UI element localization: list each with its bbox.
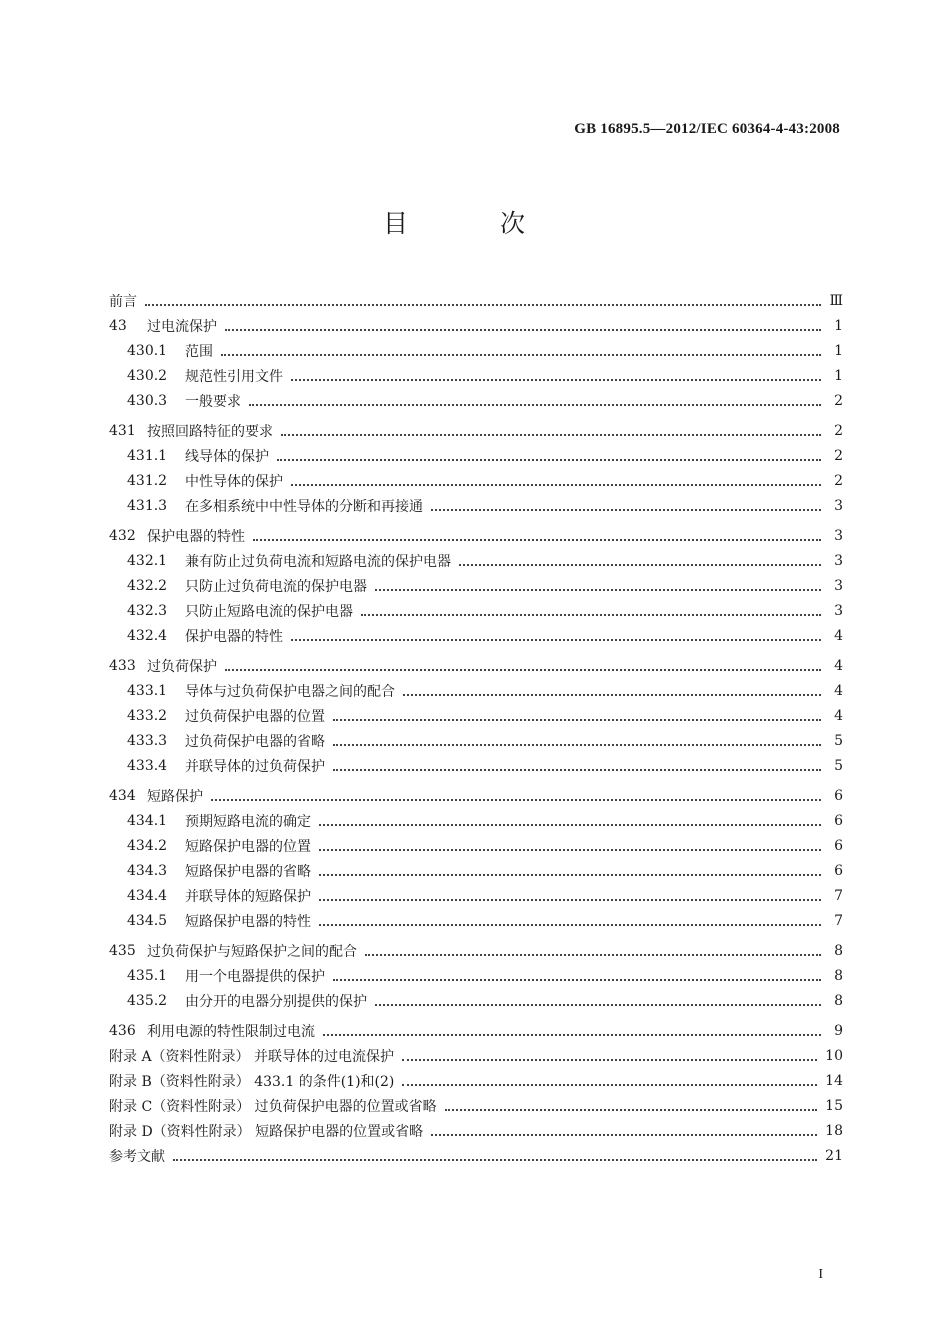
toc-entry-number: 43 — [109, 317, 127, 334]
toc-entry-title: 并联导体的短路保护 — [185, 888, 311, 905]
toc-entry[interactable] — [109, 1093, 843, 1118]
toc-entry-page: 2 — [834, 392, 843, 409]
toc-entry[interactable] — [109, 548, 843, 573]
toc-entry[interactable] — [109, 1018, 843, 1043]
toc-entry-title: 中性导体的保护 — [185, 473, 283, 490]
toc-entry[interactable] — [109, 288, 843, 313]
table-of-contents — [109, 288, 843, 1168]
toc-entry-title: 短路保护电器的省略 — [185, 863, 311, 880]
toc-entry-page: 10 — [825, 1047, 843, 1064]
toc-entry[interactable] — [109, 363, 843, 388]
toc-entry-title: 一般要求 — [185, 393, 241, 410]
toc-entry[interactable] — [109, 963, 843, 988]
toc-leader-dots — [173, 1159, 817, 1161]
page-title: 目 次 — [383, 209, 567, 238]
toc-leader-dots — [333, 744, 821, 746]
toc-entry-title: 范围 — [185, 343, 213, 360]
toc-entry-title: 预期短路电流的确定 — [185, 813, 311, 830]
toc-entry-page: 4 — [834, 707, 843, 724]
toc-leader-dots — [291, 379, 821, 381]
toc-entry[interactable] — [109, 1068, 843, 1093]
toc-entry-title: 兼有防止过负荷电流和短路电流的保护电器 — [185, 553, 451, 570]
toc-leader-dots — [319, 874, 821, 876]
toc-entry-title: 短路保护电器的特性 — [185, 913, 311, 930]
toc-entry-page: 2 — [834, 422, 843, 439]
toc-leader-dots — [221, 354, 821, 356]
toc-entry-page: 6 — [834, 837, 843, 854]
toc-entry-number: 431.1 — [127, 447, 168, 464]
toc-entry[interactable] — [109, 493, 843, 518]
toc-entry-title: 过负荷保护电器的省略 — [185, 733, 325, 750]
toc-entry-number: 432.4 — [127, 627, 168, 644]
toc-entry-title: 附录 A（资料性附录） 并联导体的过电流保护 — [109, 1048, 395, 1065]
toc-entry[interactable] — [109, 728, 843, 753]
toc-entry-page: 18 — [825, 1122, 843, 1139]
toc-entry[interactable] — [109, 338, 843, 363]
toc-entry-page: 3 — [834, 577, 843, 594]
toc-entry[interactable] — [109, 388, 843, 413]
toc-entry-title: 只防止过负荷电流的保护电器 — [185, 578, 367, 595]
toc-entry-page: 4 — [834, 627, 843, 644]
toc-leader-dots — [225, 669, 821, 671]
toc-leader-dots — [402, 1084, 817, 1086]
toc-entry[interactable] — [109, 883, 843, 908]
toc-entry[interactable] — [109, 523, 843, 548]
toc-entry-number: 431.2 — [127, 472, 168, 489]
toc-entry-number: 433.1 — [127, 682, 168, 699]
toc-entry-page: 3 — [834, 552, 843, 569]
toc-leader-dots — [291, 484, 821, 486]
toc-entry-number: 430.2 — [127, 367, 168, 384]
toc-entry-page: 5 — [834, 757, 843, 774]
toc-entry-page: 7 — [834, 912, 843, 929]
standard-code: GB 16895.5—2012/IEC 60364-4-43:2008 — [574, 121, 840, 137]
toc-leader-dots — [333, 719, 821, 721]
toc-entry-number: 436 — [109, 1022, 136, 1039]
toc-entry-page: 8 — [834, 942, 843, 959]
toc-entry-number: 434.3 — [127, 862, 168, 879]
toc-leader-dots — [459, 564, 821, 566]
toc-entry-number: 435.2 — [127, 992, 168, 1009]
toc-entry-title: 过电流保护 — [147, 318, 217, 335]
toc-entry-page: Ⅲ — [829, 292, 843, 309]
toc-entry-page: 6 — [834, 787, 843, 804]
toc-entry-number: 433.3 — [127, 732, 168, 749]
toc-entry-page: 3 — [834, 602, 843, 619]
toc-entry-number: 435 — [109, 942, 136, 959]
toc-entry-number: 430.1 — [127, 342, 168, 359]
toc-entry-page: 7 — [834, 887, 843, 904]
toc-leader-dots — [402, 1059, 817, 1061]
toc-entry-title: 保护电器的特性 — [185, 628, 283, 645]
toc-entry-number: 431.3 — [127, 497, 168, 514]
toc-leader-dots — [249, 404, 821, 406]
toc-leader-dots — [319, 824, 821, 826]
toc-entry-page: 3 — [834, 527, 843, 544]
toc-leader-dots — [291, 639, 821, 641]
toc-entry-page: 1 — [834, 367, 843, 384]
toc-entry-number: 434.5 — [127, 912, 168, 929]
toc-entry-number: 434 — [109, 787, 136, 804]
toc-entry[interactable] — [109, 623, 843, 648]
toc-entry-number: 432 — [109, 527, 136, 544]
toc-entry-number: 432.2 — [127, 577, 168, 594]
toc-entry-page: 6 — [834, 812, 843, 829]
page-number: I — [818, 1267, 823, 1282]
toc-entry-number: 432.1 — [127, 552, 168, 569]
toc-entry-title: 按照回路特征的要求 — [147, 423, 273, 440]
toc-entry-title: 过负荷保护与短路保护之间的配合 — [147, 943, 357, 960]
toc-entry[interactable] — [109, 783, 843, 808]
toc-entry-title: 利用电源的特性限制过电流 — [147, 1023, 315, 1040]
toc-entry-title: 短路保护 — [147, 788, 203, 805]
toc-entry-page: 1 — [834, 342, 843, 359]
toc-leader-dots — [281, 434, 821, 436]
toc-entry-number: 434.2 — [127, 837, 168, 854]
toc-entry-title: 导体与过负荷保护电器之间的配合 — [185, 683, 395, 700]
toc-entry-page: 1 — [834, 317, 843, 334]
toc-entry-title: 只防止短路电流的保护电器 — [185, 603, 353, 620]
toc-entry-page: 15 — [825, 1097, 843, 1114]
toc-entry[interactable] — [109, 468, 843, 493]
toc-entry-page: 8 — [834, 992, 843, 1009]
toc-entry-title: 短路保护电器的位置 — [185, 838, 311, 855]
toc-entry-number: 435.1 — [127, 967, 168, 984]
toc-entry[interactable] — [109, 938, 843, 963]
toc-entry-title: 并联导体的过负荷保护 — [185, 758, 325, 775]
toc-leader-dots — [225, 329, 821, 331]
toc-entry-title: 用一个电器提供的保护 — [185, 968, 325, 985]
toc-entry-number: 434.1 — [127, 812, 168, 829]
toc-leader-dots — [145, 304, 821, 306]
toc-entry-title: 保护电器的特性 — [147, 528, 245, 545]
toc-entry[interactable] — [109, 573, 843, 598]
toc-entry[interactable] — [109, 678, 843, 703]
toc-entry-number: 433.4 — [127, 757, 168, 774]
toc-entry-number: 434.4 — [127, 887, 168, 904]
toc-leader-dots — [211, 799, 821, 801]
toc-entry-title: 线导体的保护 — [185, 448, 269, 465]
toc-leader-dots — [319, 899, 821, 901]
toc-leader-dots — [333, 769, 821, 771]
toc-leader-dots — [361, 614, 821, 616]
toc-entry-title: 附录 D（资料性附录） 短路保护电器的位置或省略 — [109, 1123, 424, 1140]
toc-entry-page: 14 — [825, 1072, 843, 1089]
toc-entry-number: 430.3 — [127, 392, 168, 409]
toc-entry[interactable] — [109, 703, 843, 728]
toc-entry-title: 过负荷保护电器的位置 — [185, 708, 325, 725]
toc-entry-page: 2 — [834, 447, 843, 464]
toc-entry[interactable] — [109, 313, 843, 338]
toc-leader-dots — [333, 979, 821, 981]
toc-leader-dots — [319, 849, 821, 851]
toc-entry-page: 9 — [834, 1022, 843, 1039]
toc-leader-dots — [403, 694, 821, 696]
toc-entry[interactable] — [109, 598, 843, 623]
toc-entry[interactable] — [109, 908, 843, 933]
toc-leader-dots — [277, 459, 821, 461]
toc-entry-title: 由分开的电器分别提供的保护 — [185, 993, 367, 1010]
toc-entry[interactable] — [109, 833, 843, 858]
toc-entry-page: 21 — [825, 1147, 843, 1164]
toc-entry-title: 附录 C（资料性附录） 过负荷保护电器的位置或省略 — [109, 1098, 437, 1115]
toc-leader-dots — [323, 1034, 821, 1036]
toc-entry-title: 附录 B（资料性附录） 433.1 的条件(1)和(2) — [109, 1073, 395, 1090]
toc-leader-dots — [431, 509, 821, 511]
toc-entry-page: 4 — [834, 657, 843, 674]
toc-leader-dots — [253, 539, 821, 541]
toc-entry-number: 432.3 — [127, 602, 168, 619]
toc-entry-title: 过负荷保护 — [147, 658, 217, 675]
toc-entry[interactable] — [109, 653, 843, 678]
toc-leader-dots — [319, 924, 821, 926]
toc-entry-title: 参考文献 — [109, 1148, 165, 1165]
toc-entry[interactable] — [109, 988, 843, 1013]
toc-entry-number: 433.2 — [127, 707, 168, 724]
toc-entry[interactable] — [109, 753, 843, 778]
toc-entry[interactable] — [109, 418, 843, 443]
toc-entry-page: 4 — [834, 682, 843, 699]
toc-leader-dots — [375, 589, 821, 591]
toc-entry[interactable] — [109, 808, 843, 833]
toc-entry[interactable] — [109, 1118, 843, 1143]
toc-entry-page: 5 — [834, 732, 843, 749]
toc-entry-page: 3 — [834, 497, 843, 514]
toc-entry[interactable] — [109, 1043, 843, 1068]
toc-entry-number: 431 — [109, 422, 136, 439]
toc-entry[interactable] — [109, 1143, 843, 1168]
toc-entry[interactable] — [109, 858, 843, 883]
toc-entry-title: 前言 — [109, 293, 137, 310]
toc-entry[interactable] — [109, 443, 843, 468]
toc-entry-page: 6 — [834, 862, 843, 879]
toc-entry-title: 规范性引用文件 — [185, 368, 283, 385]
toc-entry-number: 433 — [109, 657, 136, 674]
toc-leader-dots — [431, 1134, 817, 1136]
toc-leader-dots — [375, 1004, 821, 1006]
toc-entry-page: 8 — [834, 967, 843, 984]
toc-leader-dots — [365, 954, 821, 956]
toc-entry-page: 2 — [834, 472, 843, 489]
toc-entry-title: 在多相系统中中性导体的分断和再接通 — [185, 498, 423, 515]
toc-leader-dots — [445, 1109, 818, 1111]
